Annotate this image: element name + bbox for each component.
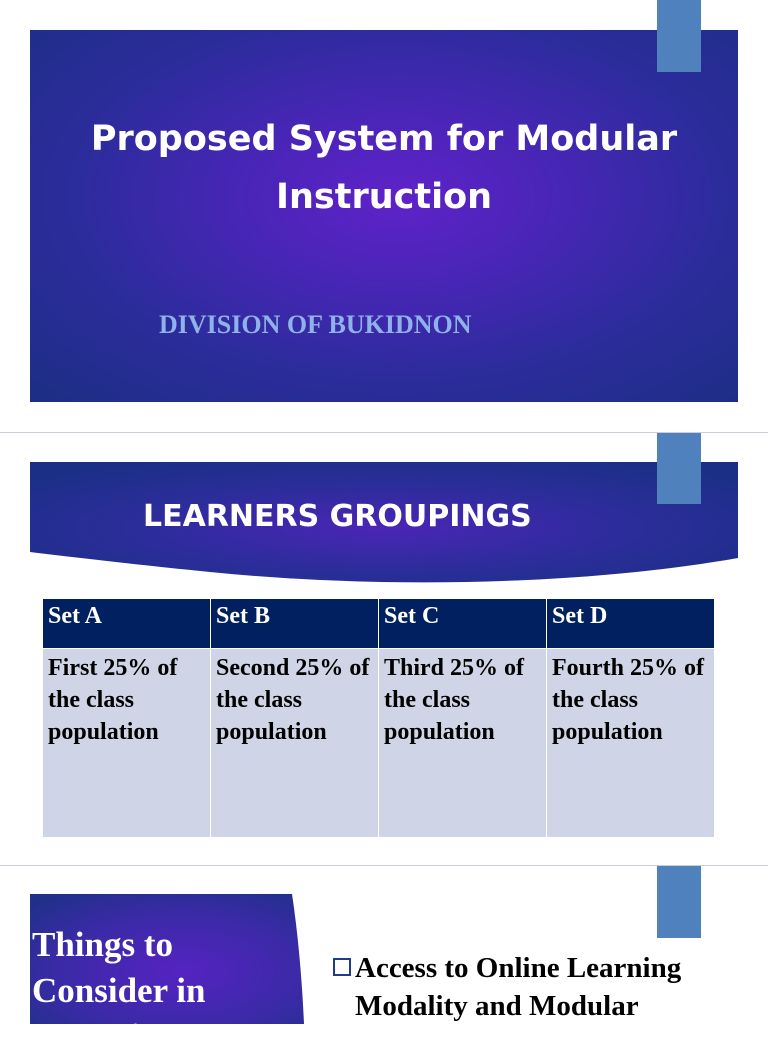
groupings-slide bbox=[0, 433, 768, 865]
bullet-text: Access to Online Learning Modality and Modular bbox=[355, 952, 682, 1022]
checkbox-bullet-icon bbox=[333, 958, 351, 976]
accent-tab bbox=[657, 866, 701, 938]
bullet-item bbox=[333, 949, 753, 1025]
table-row bbox=[43, 649, 715, 838]
title-slide bbox=[0, 0, 768, 432]
table-header-cell: Set C bbox=[379, 599, 547, 649]
table-header-row bbox=[43, 599, 715, 649]
table-cell: First 25% of the class population bbox=[43, 649, 211, 838]
slide-heading: LEARNERS GROUPINGS bbox=[143, 499, 532, 534]
groupings-table bbox=[42, 598, 715, 838]
accent-tab bbox=[657, 0, 701, 72]
table-header-cell: Set A bbox=[43, 599, 211, 649]
considerations-slide bbox=[0, 866, 768, 1056]
side-title: Things to Consider in Grouping bbox=[32, 925, 206, 1056]
table-cell: Fourth 25% of the class population bbox=[547, 649, 715, 838]
accent-tab bbox=[657, 433, 701, 504]
slide-title: Proposed System for Modular Instruction bbox=[90, 119, 678, 217]
table-cell: Second 25% of the class population bbox=[211, 649, 379, 838]
table-cell: Third 25% of the class population bbox=[379, 649, 547, 838]
table-header-cell: Set D bbox=[547, 599, 715, 649]
table-header-cell: Set B bbox=[211, 599, 379, 649]
slide-subtitle: DIVISION OF BUKIDNON bbox=[159, 310, 472, 339]
